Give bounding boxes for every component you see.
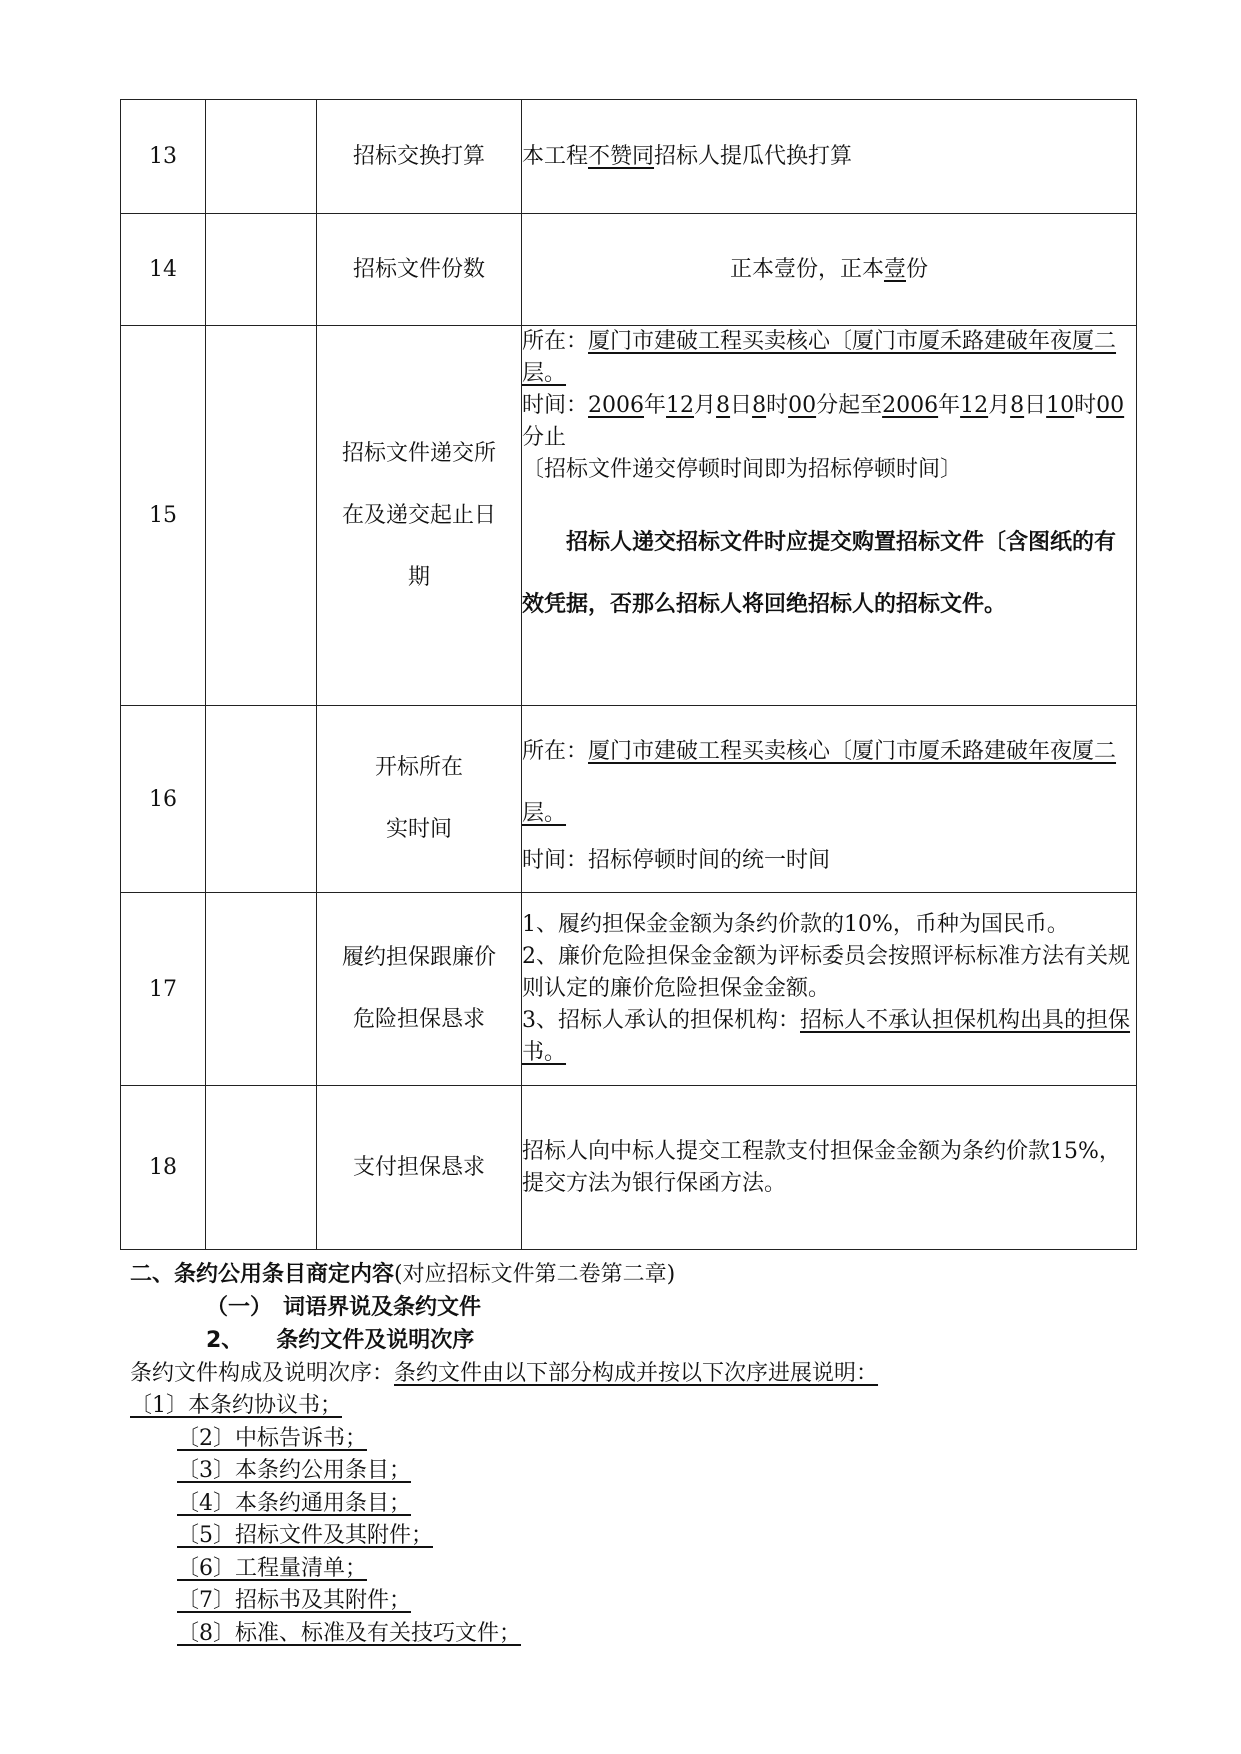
table-row	[121, 893, 1137, 1086]
subsection-heading: 2、 条约文件及说明次序	[206, 1328, 475, 1353]
contract-section	[130, 1258, 1130, 1650]
row-number: 18	[121, 1086, 206, 1250]
list-item: 〔8〕标准、标准及有关技巧文件；	[177, 1620, 521, 1646]
table-row	[121, 706, 1137, 893]
time-line: 时间：招标停顿时间的统一时间	[522, 848, 831, 873]
table-row	[121, 214, 1137, 326]
row-number: 17	[121, 893, 206, 1086]
subsection-heading: （一） 词语界说及条约文件	[206, 1295, 482, 1320]
list-item: 〔3〕本条约公用条目；	[177, 1458, 411, 1483]
guarantee-paragraph-3: 3、招标人承认的担保机构：招标人不承认担保机构出具的担保书。	[522, 1008, 1131, 1065]
item-content: 正本壹份，正本壹份	[522, 214, 1137, 326]
place-line: 所在：厦门市建破工程买卖核心〔厦门市厦禾路建破年夜厦二层。	[522, 329, 1117, 386]
empty-cell	[206, 100, 317, 214]
item-name: 支付担保恳求	[317, 1086, 522, 1250]
item-name: 招标文件份数	[317, 214, 522, 326]
item-content	[522, 326, 1137, 706]
list-item: 〔4〕本条约通用条目；	[177, 1490, 411, 1516]
list-item: 〔6〕工程量清单；	[177, 1555, 367, 1581]
guarantee-paragraph-2: 2、廉价危险担保金金额为评标委员会按照评标标准方法有关规则认定的廉价危险担保金金额。	[522, 944, 1130, 1001]
item-name: 开标所在 实时间	[317, 706, 522, 893]
item-content	[522, 893, 1137, 1086]
row-number: 16	[121, 706, 206, 893]
item-content	[522, 706, 1137, 893]
list-item: 〔7〕招标书及其附件；	[177, 1588, 411, 1613]
item-name: 招标文件递交所 在及递交起止日 期	[317, 326, 522, 706]
item-name: 履约担保跟廉价 危险担保恳求	[317, 893, 522, 1086]
empty-cell	[206, 893, 317, 1086]
row-number: 15	[121, 326, 206, 706]
list-item: 〔5〕招标文件及其附件；	[177, 1523, 433, 1548]
intro-line: 条约文件构成及说明次序：条约文件由以下部分构成并按以下次序进展说明：	[130, 1361, 879, 1386]
table-row	[121, 100, 1137, 214]
place-line: 所在：厦门市建破工程买卖核心〔厦门市厦禾路建破年夜厦二层。	[522, 739, 1117, 826]
deadline-note: 〔招标文件递交停顿时间即为招标停顿时间〕	[522, 457, 963, 482]
bid-info-table	[120, 99, 1137, 1250]
table-row	[121, 1086, 1137, 1250]
item-name: 招标交换打算	[317, 100, 522, 214]
empty-cell	[206, 214, 317, 326]
table-row	[121, 326, 1137, 706]
list-item: 〔2〕中标告诉书；	[177, 1425, 367, 1451]
row-number: 13	[121, 100, 206, 214]
empty-cell	[206, 326, 317, 706]
empty-cell	[206, 706, 317, 893]
row-number: 14	[121, 214, 206, 326]
empty-cell	[206, 1086, 317, 1250]
bid-requirement-note: 招标人递交招标文件时应提交购置招标文件〔含图纸的有效凭据，否那么招标人将回绝招标人的招标文件。	[522, 530, 1117, 617]
time-line: 时间：2006年12月8日8时00分起至2006年12月8日10时00分止	[522, 393, 1125, 450]
guarantee-paragraph-1: 1、履约担保金金额为条约价款的10%，币种为国民币。	[522, 912, 1069, 937]
section-heading: 二、条约公用条目商定内容(对应招标文件第二卷第二章)	[130, 1262, 676, 1287]
list-item: 〔1〕本条约协议书；	[130, 1393, 342, 1418]
item-content: 招标人向中标人提交工程款支付担保金金额为条约价款15%，提交方法为银行保函方法。	[522, 1086, 1137, 1250]
item-content: 本工程不赞同招标人提瓜代换打算	[522, 100, 1137, 214]
